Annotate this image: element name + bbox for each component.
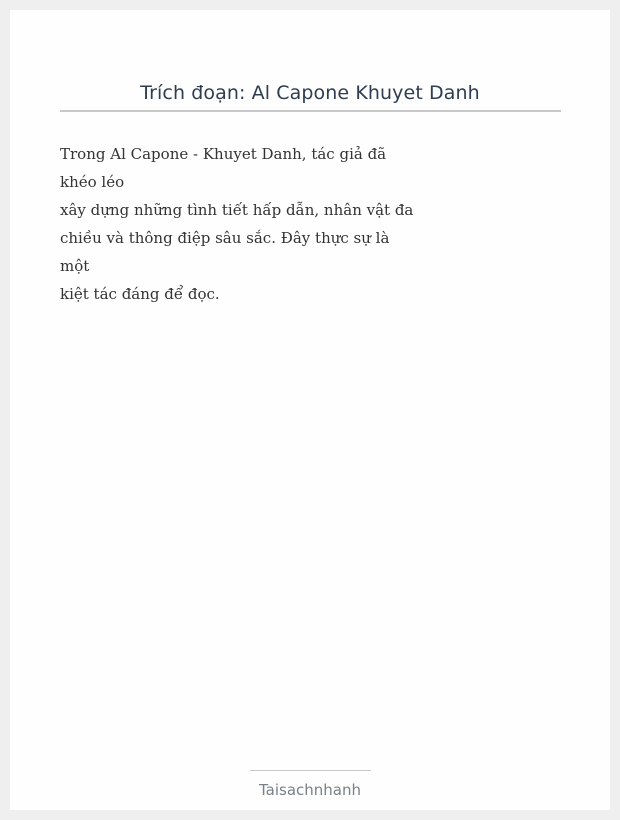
footer-divider (250, 770, 371, 771)
document-page (10, 10, 610, 810)
footer-source: Taisachnhanh (258, 781, 362, 799)
excerpt-line: Trong Al Capone - Khuyet Danh, tác giả đã (60, 145, 387, 163)
excerpt-line: một (60, 257, 90, 275)
excerpt-line: chiều và thông điệp sâu sắc. Đây thực sự là (60, 229, 390, 247)
excerpt-line: kiệt tác đáng để đọc. (60, 285, 220, 303)
page-title: Trích đoạn: Al Capone Khuyet Danh (140, 82, 480, 104)
excerpt-body (60, 140, 420, 308)
excerpt-line: khéo léo (60, 173, 125, 191)
title-divider (60, 110, 561, 112)
excerpt-line: xây dựng những tình tiết hấp dẫn, nhân vật đa (60, 201, 414, 219)
